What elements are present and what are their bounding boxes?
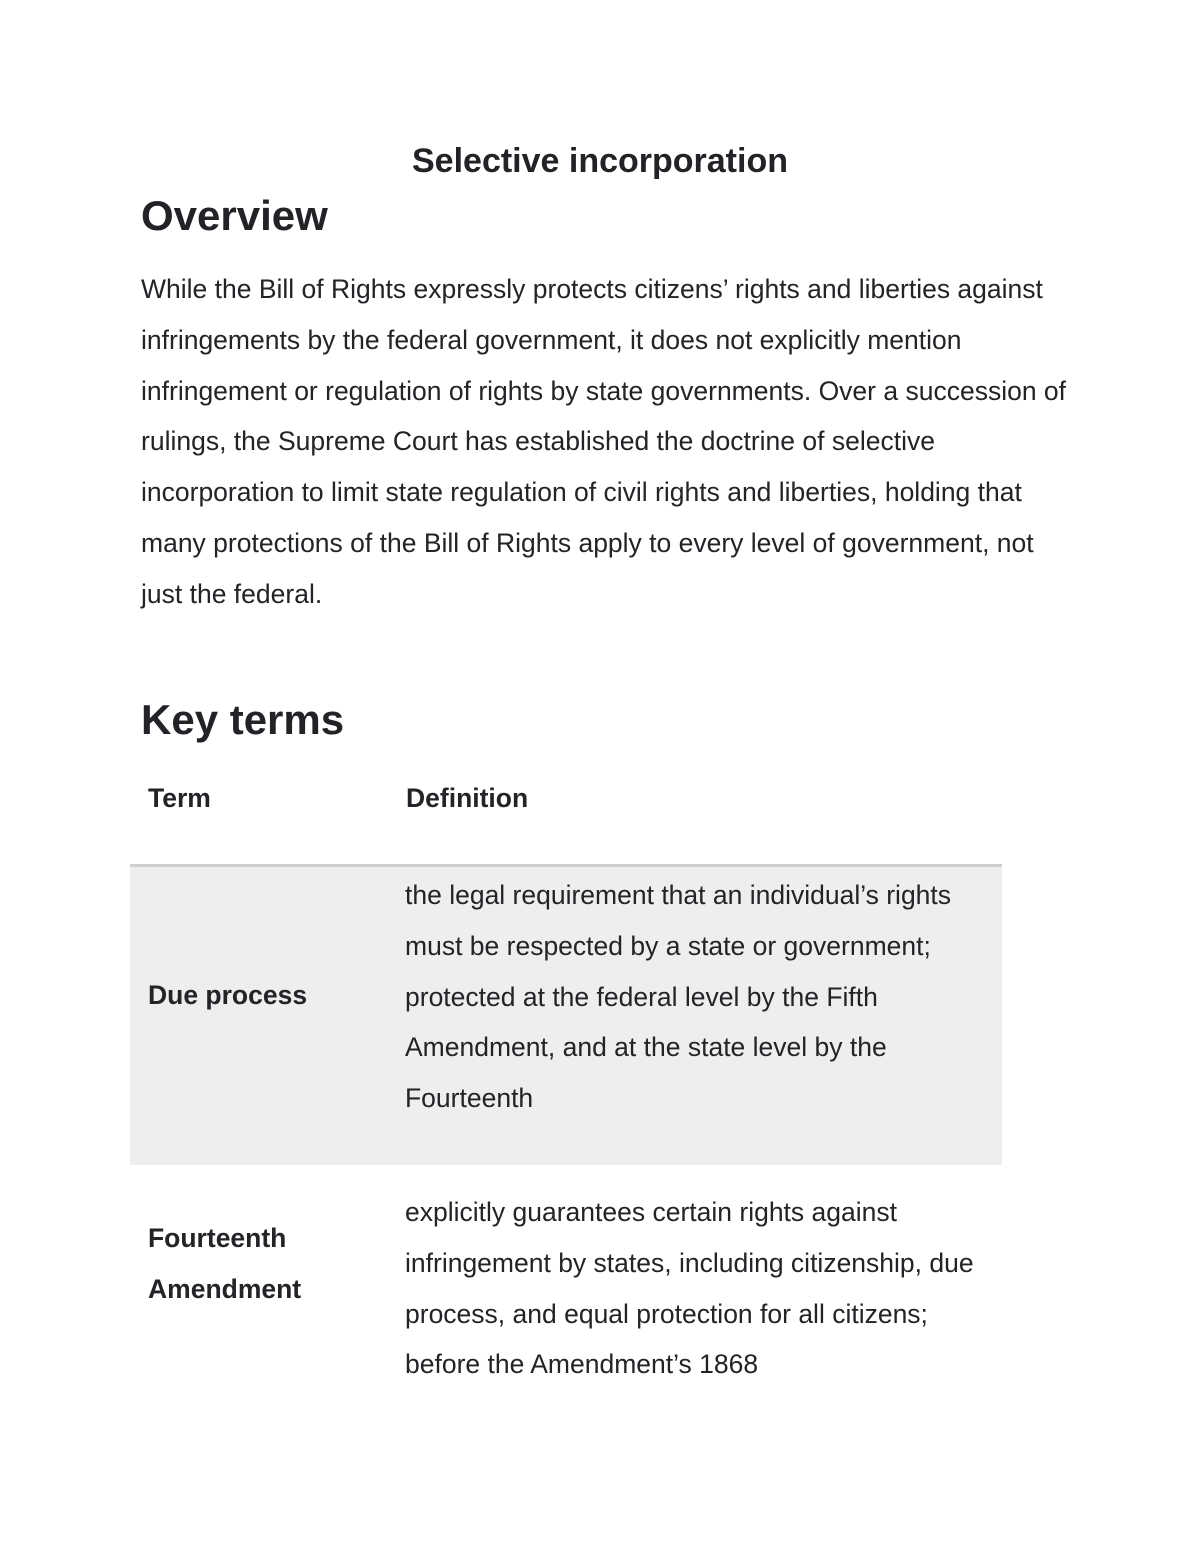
definition-cell: explicitly guarantees certain rights against infringement by states, including citizenship, due process, and equal protection for all citizens; before the Amendment’s 1868 — [405, 1197, 974, 1380]
table-row — [130, 1165, 1002, 1495]
definition-cell: the legal requirement that an individual’s rights must be respected by a state or government; protected at the federal level by the Fifth Amendment, and at the state level by the Fourteenth — [405, 880, 952, 1114]
table-header-row — [130, 766, 1002, 867]
table-row — [130, 867, 1002, 1165]
column-header-term: Term — [148, 783, 211, 813]
term-cell: Due process — [148, 980, 308, 1010]
key-terms-table — [130, 766, 1002, 1495]
column-header-definition: Definition — [406, 783, 529, 813]
overview-paragraph: While the Bill of Rights expressly protects citizens’ rights and liberties against infringements by the federal government, it does not explicitly mention infringement or regulation of rights by state governments. Over a succession of rulings, the Supreme Court has established the doctrine of selective incorporation to limit state regulation of civil rights and liberties, holding that many protections of the Bill of Rights apply to every level of government, not just the federal. — [141, 274, 1067, 609]
term-cell: Fourteenth Amendment — [148, 1223, 302, 1304]
overview-heading: Overview — [141, 192, 328, 239]
document-title: Selective incorporation — [412, 142, 788, 180]
key-terms-heading: Key terms — [141, 696, 345, 743]
